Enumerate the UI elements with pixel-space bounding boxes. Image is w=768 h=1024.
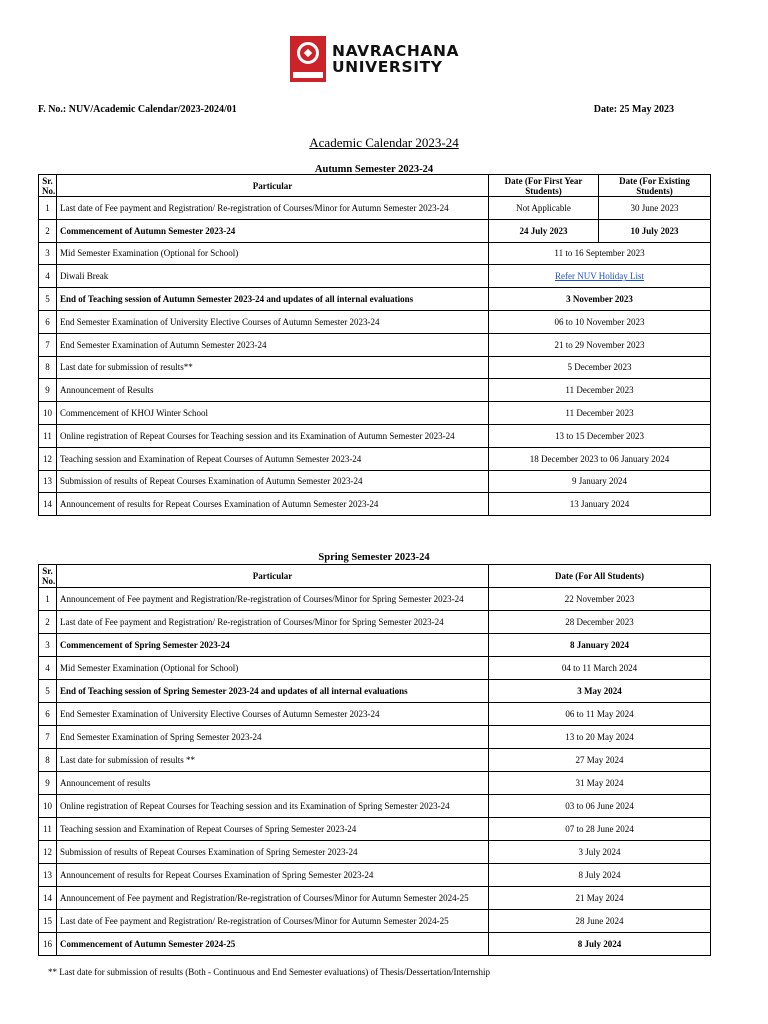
sr-no: 7 xyxy=(39,333,57,356)
particular: Teaching session and Examination of Repeat Courses of Autumn Semester 2023-24 xyxy=(57,447,489,470)
table-row xyxy=(39,772,711,795)
table-row xyxy=(39,795,711,818)
particular: End Semester Examination of University Elective Courses of Autumn Semester 2023-24 xyxy=(57,703,489,726)
spring-semester-title: Spring Semester 2023-24 xyxy=(318,552,430,563)
particular: Announcement of results for Repeat Courses Examination of Spring Semester 2023-24 xyxy=(57,864,489,887)
date: 11 to 16 September 2023 xyxy=(489,242,711,265)
date: 5 December 2023 xyxy=(489,356,711,379)
table-row xyxy=(39,887,711,910)
sr-no: 11 xyxy=(39,424,57,447)
sr-no: 2 xyxy=(39,611,57,634)
particular: Announcement of Fee payment and Registration/Re-registration of Courses/Minor for Autumn Semester 2024-25 xyxy=(57,887,489,910)
table-row xyxy=(39,310,711,333)
table-row xyxy=(39,841,711,864)
date: 3 July 2024 xyxy=(489,841,711,864)
holiday-list-link[interactable]: Refer NUV Holiday List xyxy=(554,271,645,282)
logo-line-1: NAVRACHANA xyxy=(332,42,460,60)
particular: Announcement of results for Repeat Courses Examination of Autumn Semester 2023-24 xyxy=(57,493,489,516)
date-first-year: 24 July 2023 xyxy=(489,219,599,242)
particular: Teaching session and Examination of Repeat Courses of Spring Semester 2023-24 xyxy=(57,818,489,841)
sr-no: 9 xyxy=(39,772,57,795)
date: 13 January 2024 xyxy=(489,493,711,516)
date: 04 to 11 March 2024 xyxy=(489,657,711,680)
particular: Commencement of Spring Semester 2023-24 xyxy=(57,634,489,657)
sr-no: 3 xyxy=(39,242,57,265)
sr-no: 15 xyxy=(39,910,57,933)
table-row xyxy=(39,910,711,933)
sr-no: 6 xyxy=(39,310,57,333)
table-row xyxy=(39,611,711,634)
table-row xyxy=(39,356,711,379)
particular: Diwali Break xyxy=(57,265,489,288)
particular: Online registration of Repeat Courses for Teaching session and its Examination of Spring Semester 2023-24 xyxy=(57,795,489,818)
logo-emblem-icon xyxy=(290,36,326,82)
sr-no: 13 xyxy=(39,864,57,887)
sr-no: 7 xyxy=(39,726,57,749)
sr-no: 13 xyxy=(39,470,57,493)
date: 06 to 10 November 2023 xyxy=(489,310,711,333)
date: 3 May 2024 xyxy=(489,680,711,703)
sr-no: 3 xyxy=(39,634,57,657)
date: 21 to 29 November 2023 xyxy=(489,333,711,356)
particular: End Semester Examination of Spring Semester 2023-24 xyxy=(57,726,489,749)
university-logo xyxy=(290,36,459,82)
table-row xyxy=(39,864,711,887)
table-row xyxy=(39,265,711,288)
date: 3 November 2023 xyxy=(489,288,711,311)
date: 07 to 28 June 2024 xyxy=(489,818,711,841)
particular: Mid Semester Examination (Optional for School) xyxy=(57,242,489,265)
date: 18 December 2023 to 06 January 2024 xyxy=(489,447,711,470)
date: 28 December 2023 xyxy=(489,611,711,634)
particular: Last date of Fee payment and Registration/ Re-registration of Courses/Minor for Spring Semester 2023-24 xyxy=(57,611,489,634)
sr-no: 5 xyxy=(39,680,57,703)
particular: End of Teaching session of Autumn Semester 2023-24 and updates of all internal evaluations xyxy=(57,288,489,311)
table-row xyxy=(39,470,711,493)
particular: End Semester Examination of Autumn Semester 2023-24 xyxy=(57,333,489,356)
spring-calendar-table xyxy=(38,564,711,956)
sr-no: 16 xyxy=(39,933,57,956)
header-sr-no: Sr. No. xyxy=(39,565,57,588)
date: 11 December 2023 xyxy=(489,379,711,402)
particular: End Semester Examination of University Elective Courses of Autumn Semester 2023-24 xyxy=(57,310,489,333)
date-existing: 10 July 2023 xyxy=(599,219,711,242)
sr-no: 10 xyxy=(39,402,57,425)
file-number: F. No.: NUV/Academic Calendar/2023-2024/01 xyxy=(38,104,237,115)
particular: Submission of results of Repeat Courses Examination of Autumn Semester 2023-24 xyxy=(57,470,489,493)
particular: Online registration of Repeat Courses for Teaching session and its Examination of Autumn Semester 2023-24 xyxy=(57,424,489,447)
date: 13 to 20 May 2024 xyxy=(489,726,711,749)
logo-line-2: UNIVERSITY xyxy=(332,58,443,76)
footnote: ** Last date for submission of results (Both - Continuous and End Semester evaluations) of Thesis/Dessertation/Internship xyxy=(48,967,491,977)
particular: Mid Semester Examination (Optional for School) xyxy=(57,657,489,680)
table-row xyxy=(39,493,711,516)
sr-no: 8 xyxy=(39,749,57,772)
header-date-all: Date (For All Students) xyxy=(489,565,711,588)
sr-no: 12 xyxy=(39,841,57,864)
sr-no: 12 xyxy=(39,447,57,470)
date: 8 January 2024 xyxy=(489,634,711,657)
sr-no: 11 xyxy=(39,818,57,841)
table-row xyxy=(39,379,711,402)
table-row xyxy=(39,933,711,956)
table-row xyxy=(39,424,711,447)
sr-no: 14 xyxy=(39,887,57,910)
particular: Last date for submission of results ** xyxy=(57,749,489,772)
table-row xyxy=(39,634,711,657)
sr-no: 5 xyxy=(39,288,57,311)
particular: End of Teaching session of Spring Semester 2023-24 and updates of all internal evaluations xyxy=(57,680,489,703)
sr-no: 9 xyxy=(39,379,57,402)
header-date-first-year: Date (For First Year Students) xyxy=(489,175,599,197)
table-row xyxy=(39,219,711,242)
sr-no: 1 xyxy=(39,197,57,220)
autumn-semester-title: Autumn Semester 2023-24 xyxy=(314,164,434,175)
sr-no: 1 xyxy=(39,588,57,611)
date-first-year: Not Applicable xyxy=(489,197,599,220)
date: 21 May 2024 xyxy=(489,887,711,910)
particular: Commencement of Autumn Semester 2023-24 xyxy=(57,219,489,242)
date: 06 to 11 May 2024 xyxy=(489,703,711,726)
date: 8 July 2024 xyxy=(489,864,711,887)
date: 28 June 2024 xyxy=(489,910,711,933)
sr-no: 14 xyxy=(39,493,57,516)
sr-no: 4 xyxy=(39,657,57,680)
particular: Commencement of KHOJ Winter School xyxy=(57,402,489,425)
sr-no: 4 xyxy=(39,265,57,288)
header-date-existing: Date (For Existing Students) xyxy=(599,175,711,197)
particular: Last date of Fee payment and Registration/ Re-registration of Courses/Minor for Autumn Semester 2024-25 xyxy=(57,910,489,933)
date: 03 to 06 June 2024 xyxy=(489,795,711,818)
table-row xyxy=(39,680,711,703)
table-row xyxy=(39,657,711,680)
sr-no: 2 xyxy=(39,219,57,242)
sr-no: 8 xyxy=(39,356,57,379)
date: 8 July 2024 xyxy=(489,933,711,956)
date-existing: 30 June 2023 xyxy=(599,197,711,220)
logo-wordmark xyxy=(332,43,459,75)
document-date: Date: 25 May 2023 xyxy=(593,104,674,115)
header-sr-no: Sr. No. xyxy=(39,175,57,197)
particular: Commencement of Autumn Semester 2024-25 xyxy=(57,933,489,956)
table-row xyxy=(39,288,711,311)
date: 11 December 2023 xyxy=(489,402,711,425)
table-row xyxy=(39,588,711,611)
particular: Announcement of Fee payment and Registration/Re-registration of Courses/Minor for Spring Semester 2023-24 xyxy=(57,588,489,611)
table-row xyxy=(39,197,711,220)
table-row xyxy=(39,818,711,841)
table-row xyxy=(39,749,711,772)
date: 27 May 2024 xyxy=(489,749,711,772)
particular: Last date for submission of results** xyxy=(57,356,489,379)
particular: Submission of results of Repeat Courses Examination of Spring Semester 2023-24 xyxy=(57,841,489,864)
table-row xyxy=(39,703,711,726)
page-title: Academic Calendar 2023-24 xyxy=(309,135,459,150)
table-row xyxy=(39,242,711,265)
autumn-calendar-table xyxy=(38,174,711,516)
date: 9 January 2024 xyxy=(489,470,711,493)
sr-no: 10 xyxy=(39,795,57,818)
particular: Announcement of results xyxy=(57,772,489,795)
table-row xyxy=(39,447,711,470)
date: 22 November 2023 xyxy=(489,588,711,611)
date: 13 to 15 December 2023 xyxy=(489,424,711,447)
table-row xyxy=(39,726,711,749)
date: 31 May 2024 xyxy=(489,772,711,795)
header-particular: Particular xyxy=(57,175,489,197)
sr-no: 6 xyxy=(39,703,57,726)
table-row xyxy=(39,402,711,425)
header-particular: Particular xyxy=(57,565,489,588)
particular: Announcement of Results xyxy=(57,379,489,402)
particular: Last date of Fee payment and Registration/ Re-registration of Courses/Minor for Autumn Semester 2023-24 xyxy=(57,197,489,220)
table-row xyxy=(39,333,711,356)
